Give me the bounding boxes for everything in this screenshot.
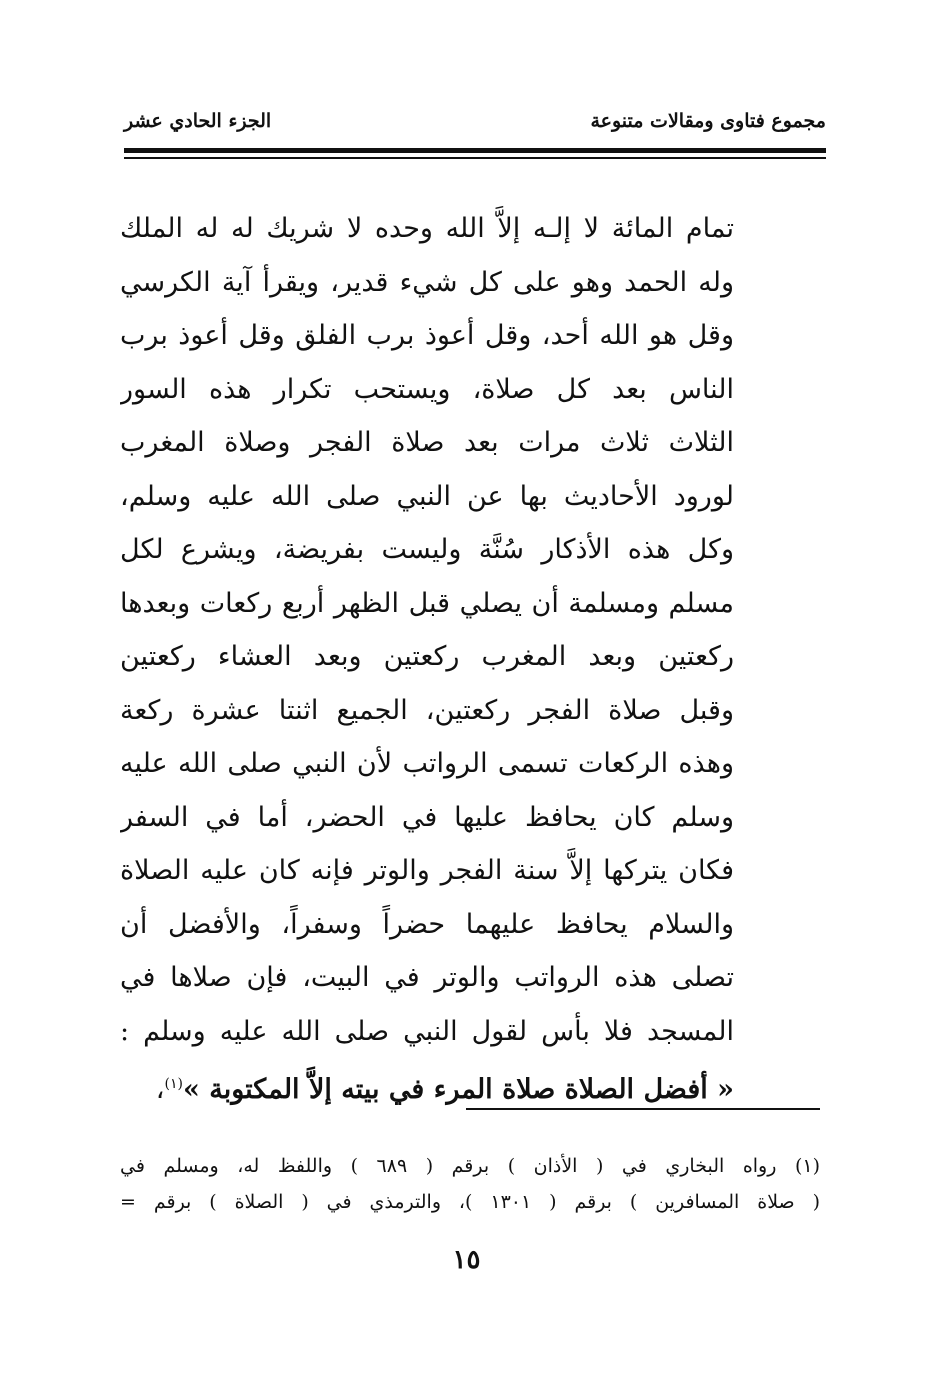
body-line: تمام المائة لا إلـه إلاَّ الله وحده لا شريك له له الملك	[120, 213, 734, 244]
body-line: وقل هو الله أحد، وقل أعوذ برب الفلق وقل أعوذ برب	[120, 320, 734, 351]
body-line: لورود الأحاديث بها عن النبي صلى الله عليه وسلم،	[120, 480, 734, 512]
body-line: وكل هذه الأذكار سُنَّة وليست بفريضة، ويشرع لكل	[120, 534, 734, 565]
quote-tail: ،	[155, 1074, 165, 1105]
footnote-line: ( صلاة المسافرين ) برقم ( ١٣٠١ )، والترمذي في ( الصلاة ) برقم =	[120, 1191, 821, 1213]
body-line: مسلم ومسلمة أن يصلي قبل الظهر أربع ركعات وبعدها	[120, 587, 734, 619]
footnote-ref[interactable]: (١)	[164, 1076, 183, 1092]
body-line: وقبل صلاة الفجر ركعتين، الجميع اثنتا عشرة ركعة	[120, 694, 734, 726]
header-rule-thick	[124, 148, 826, 153]
header-volume-title: الجزء الحادي عشر	[124, 110, 272, 132]
body-line: الناس بعد كل صلاة، ويستحب تكرار هذه السور	[120, 373, 734, 405]
body-line: والسلام يحافظ عليهما حضراً وسفراً، والأفضل أن	[120, 908, 734, 940]
body-line: وله الحمد وهو على كل شيء قدير، ويقرأ آية الكرسي	[120, 266, 734, 298]
body-text	[120, 202, 734, 1112]
hadith-quote: « أفضل الصلاة صلاة المرء في بيته إلاَّ المكتوبة »	[182, 1074, 734, 1105]
hadith-quote-line	[120, 1058, 734, 1112]
body-line: وهذه الركعات تسمى الرواتب لأن النبي صلى الله عليه	[120, 748, 734, 779]
page-header	[124, 110, 826, 142]
body-line: تصلى هذه الرواتب والوتر في البيت، فإن صلاها في	[120, 962, 734, 993]
header-rule-thin	[124, 157, 826, 159]
body-line: وسلم كان يحافظ عليها في الحضر، أما في السفر	[120, 801, 734, 833]
body-line: فكان يتركها إلاَّ سنة الفجر والوتر فإنه كان عليه الصلاة	[120, 855, 734, 886]
header-book-title: مجموع فتاوى ومقالات متنوعة	[590, 110, 826, 132]
page-number: ١٥	[452, 1245, 481, 1275]
footnote-separator	[466, 1108, 820, 1110]
footnote	[120, 1148, 820, 1220]
body-line: الثلاث ثلاث مرات بعد صلاة الفجر وصلاة المغرب	[120, 427, 734, 458]
footnote-line: (١) رواه البخاري في ( الأذان ) برقم ( ٦٨٩ ) واللفظ له، ومسلم في	[120, 1155, 821, 1177]
body-line: المسجد فلا بأس لقول النبي صلى الله عليه وسلم :	[120, 1015, 734, 1047]
body-line: ركعتين وبعد المغرب ركعتين وبعد العشاء ركعتين	[120, 641, 734, 672]
